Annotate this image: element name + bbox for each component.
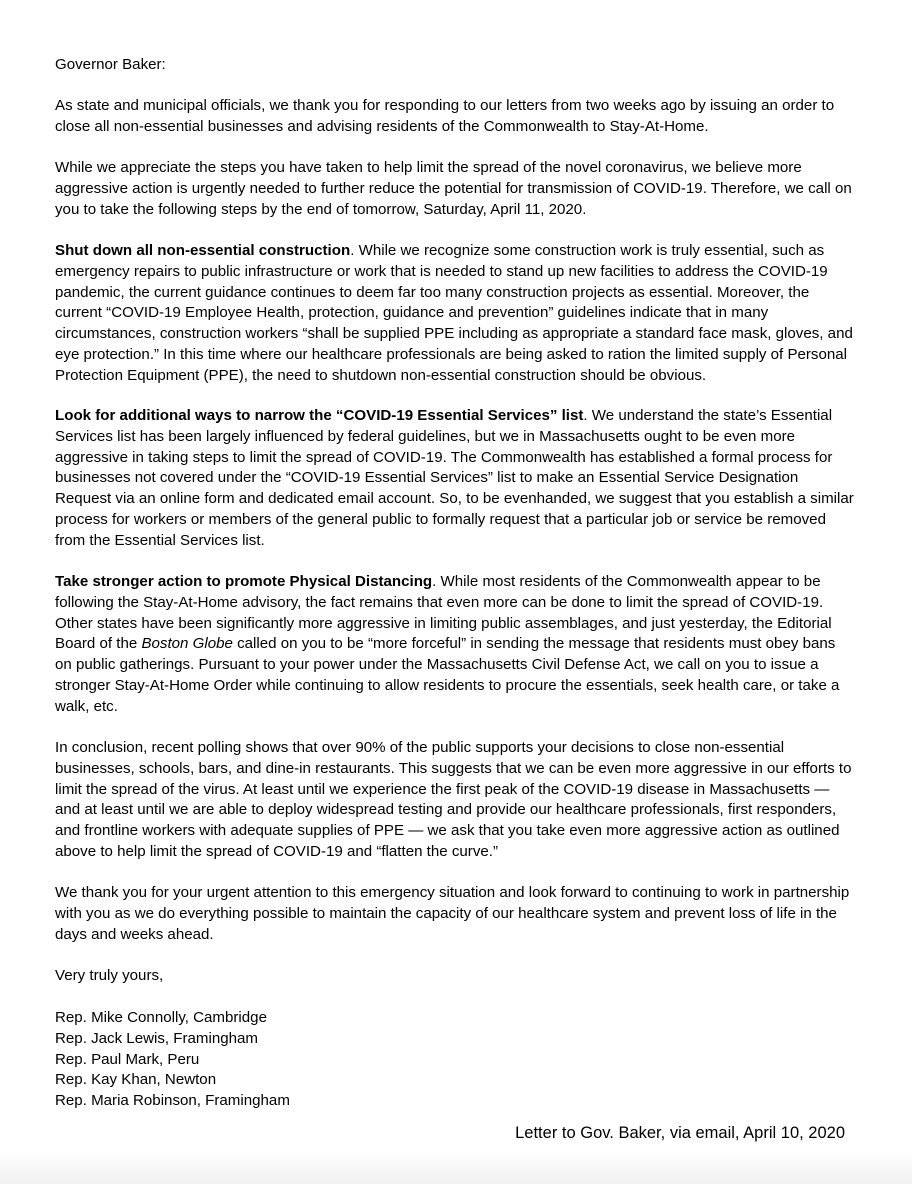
signatory-list [55, 1008, 290, 1112]
signatory: Rep. Kay Khan, Newton [55, 1071, 217, 1089]
bottom-shadow [0, 1150, 912, 1184]
intro-paragraph: As state and municipal officials, we thank you for responding to our letters from two weeks ago by issuing an order to close all non-essential businesses and advising residents of the Commonwealth to Stay-At-Home. [55, 97, 835, 135]
thanks-paragraph: We thank you for your urgent attention to this emergency situation and look forward to continuing to work in partnership with you as we do everything possible to maintain the capacity of our healthcare system and prevent loss of life in the days and weeks ahead. [55, 884, 850, 943]
signatory: Rep. Jack Lewis, Framingham [55, 1029, 258, 1047]
signatory: Rep. Mike Connolly, Cambridge [55, 1009, 267, 1026]
signatory: Rep. Paul Mark, Peru [55, 1050, 200, 1068]
distancing-paragraph [55, 572, 855, 718]
construction-body: . While we recognize some construction work is truly essential, such as emergency repairs to public infrastructure or work that is needed to stand up new facilities to address the COVID-19 pandemic, the current guidance continues to deem far too many construction projects as essential. Moreover, the current “COVID-19 Employee Health, protection, guidance and prevention” guidelines indicate that in many circumstances, construction workers “shall be supplied PPE including as appropriate a standard face mask, gloves, and eye protection.” In this time where our healthcare professionals are being asked to ration the limited supply of Personal Protection Equipment (PPE), the need to shutdown non-essential construction should be obvious. [55, 242, 853, 384]
conclusion-paragraph: In conclusion, recent polling shows that over 90% of the public supports your decisions to close non-essential businesses, schools, bars, and dine-in restaurants. This suggests that we can be even more aggressive in our efforts to limit the spread of the virus. At least until we experience the first peak of the COVID-19 disease in Massachusetts — and at least until we are able to deploy widespread testing and provide our healthcare professionals, first responders, and frontline workers with adequate supplies of PPE — we ask that you take even more aggressive action as outlined above to help limit the spread of COVID-19 and “flatten the curve.” [55, 739, 852, 860]
distancing-body-before: . While most residents of the Commonwealth appear to be following the Stay-At-Home advisory, the fact remains that even more can be done to limit the spread of COVID-19. Other states have been significantly more aggressive in limiting public assemblages, and just yesterday, the Editorial Board of the [55, 573, 832, 653]
salutation: Governor Baker: [55, 56, 166, 73]
closing: Very truly yours, [55, 967, 164, 984]
construction-heading: Shut down all non-essential construction [55, 242, 351, 259]
essential-services-body: . We understand the state’s Essential Services list has been largely influenced by federal guidelines, but we in Massachusetts ought to be even more aggressive in taking steps to limit the spread of COVID-19. The Commonwealth has established a formal process for businesses not covered under the “COVID-19 Essential Services” list to make an Essential Service Designation Request via an online form and dedicated email account. So, to be evenhanded, we suggest that you establish a similar process for workers or members of the general public to formally request that a particular job or service be removed from the Essential Services list. [55, 407, 854, 549]
publication-name: Boston Globe [141, 635, 233, 653]
image-caption: Letter to Gov. Baker, via email, April 10, 2020 [515, 1124, 845, 1142]
construction-paragraph [55, 241, 855, 387]
signatory: Rep. Maria Robinson, Framingham [55, 1092, 290, 1110]
appreciation-paragraph: While we appreciate the steps you have taken to help limit the spread of the novel coronavirus, we believe more aggressive action is urgently needed to further reduce the potential for transmission of COVID-19. Therefore, we call on you to take the following steps by the end of tomorrow, Saturday, April 11, 2020. [55, 159, 852, 218]
distancing-heading: Take stronger action to promote Physical Distancing [55, 573, 433, 590]
essential-services-heading: Look for additional ways to narrow the “COVID-19 Essential Services” list [55, 407, 584, 424]
distancing-body-after: called on you to be “more forceful” in sending the message that residents must obey bans on public gatherings. Pursuant to your power under the Massachusetts Civil Defense Act, we call on you to issue a stronger Stay-At-Home Order while continuing to allow residents to procure the essentials, seek health care, or take a walk, etc. [55, 635, 840, 715]
essential-services-paragraph [55, 406, 855, 552]
